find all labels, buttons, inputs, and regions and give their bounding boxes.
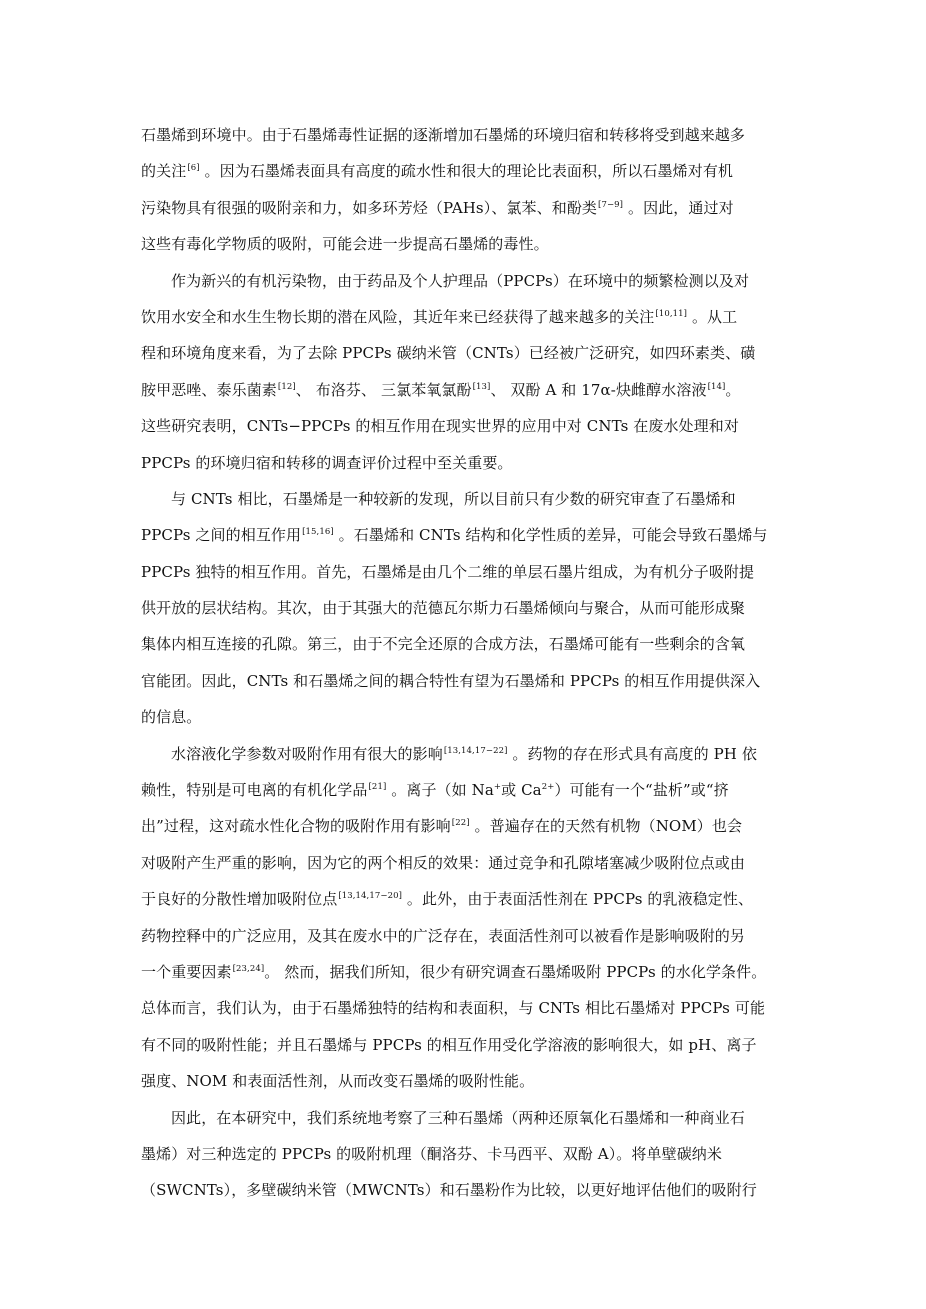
citation-ref: [13,14,17−22] [443, 745, 508, 756]
text-run: 强度、NOM 和表面活性剂，从而改变石墨烯的吸附性能。 [141, 1072, 535, 1091]
text-run: 有不同的吸附性能；并且石墨烯与 PPCPs 的相互作用受化学溶液的影响很大，如 pH、离子 [141, 1035, 757, 1054]
citation-ref: [14] [707, 381, 726, 392]
citation-ref: [21] [368, 782, 387, 793]
citation-ref: [23,24] [232, 963, 265, 974]
text-run: 饮用水安全和水生生物长期的潜在风险，其近年来已经获得了越来越多的关注 [141, 307, 655, 326]
text-line [141, 153, 787, 189]
text-run: 因此，在本研究中，我们系统地考察了三种石墨烯（两种还原氧化石墨烯和一种商业石 [171, 1108, 745, 1127]
text-line [141, 117, 787, 153]
text-run: 药物控释中的广泛应用，及其在废水中的广泛存在，表面活性剂可以被看作是影响吸附的另 [141, 926, 746, 945]
text-run: PPCPs 之间的相互作用 [141, 526, 302, 545]
text-run: 石墨烯到环境中。由于石墨烯毒性证据的逐渐增加石墨烯的环境归宿和转移将受到越来越多 [141, 126, 746, 144]
citation-ref: [13,14,17−20] [338, 891, 403, 902]
text-line [141, 845, 787, 881]
text-run: 。此外，由于表面活性剂在 PPCPs 的乳液稳定性、 [402, 890, 754, 909]
text-run: 集体内相互连接的孔隙。第三，由于不完全还原的合成方法，石墨烯可能有一些剩余的含氧 [141, 635, 746, 654]
ion-charge: + [493, 782, 502, 793]
text-line [141, 372, 787, 408]
text-line [141, 190, 787, 226]
text-run: ）可能有一个“盐析”或“挤 [554, 781, 729, 800]
text-line [141, 626, 787, 662]
text-run: 或 Ca [501, 781, 542, 800]
text-run: 一个重要因素 [141, 962, 232, 981]
text-line [141, 590, 787, 626]
text-line [141, 226, 787, 262]
paragraph-first-line [141, 736, 787, 772]
text-line [141, 1172, 787, 1208]
text-run: PPCPs 独特的相互作用。首先，石墨烯是由几个二维的单层石墨片组成，为有机分子吸附提 [141, 562, 755, 581]
text-line [141, 918, 787, 954]
text-run: 胺甲恶唑、泰乐菌素 [141, 380, 277, 399]
text-run: 。因为石墨烯表面具有高度的疏水性和很大的理论比表面积，所以石墨烯对有机 [199, 162, 734, 181]
text-run: 。 然而，据我们所知，很少有研究调查石墨烯吸附 PPCPs 的水化学条件。 [264, 962, 767, 981]
citation-ref: [15,16] [302, 527, 334, 538]
text-line [141, 990, 787, 1026]
text-line [141, 408, 787, 444]
ion-charge: 2+ [541, 782, 555, 793]
body-text [141, 117, 787, 1209]
paragraph-first-line [141, 263, 787, 299]
text-line [141, 1063, 787, 1099]
text-run: 对吸附产生严重的影响，因为它的两个相反的效果：通过竞争和孔隙堵塞减少吸附位点或由 [141, 853, 746, 872]
text-line [141, 663, 787, 699]
paragraph-first-line [141, 481, 787, 517]
text-run: 出”过程，这对疏水性化合物的吸附作用有影响 [141, 817, 451, 836]
text-run: 总体而言，我们认为，由于石墨烯独特的结构和表面积，与 CNTs 相比石墨烯对 PPCPs 可能 [141, 999, 766, 1018]
text-line [141, 1027, 787, 1063]
text-run: 。从工 [687, 307, 738, 326]
text-line [141, 1136, 787, 1172]
text-run: 。因此，通过对 [623, 198, 734, 217]
text-run: 与 CNTs 相比，石墨烯是一种较新的发现，所以目前只有少数的研究审查了石墨烯和 [171, 489, 736, 508]
citation-ref: [6] [187, 163, 200, 174]
text-line [141, 554, 787, 590]
text-run: 、 双酚 A 和 17α-炔雌醇水溶液 [490, 380, 707, 399]
text-run: 这些有毒化学物质的吸附，可能会进一步提高石墨烯的毒性。 [141, 235, 549, 254]
text-line [141, 808, 787, 844]
text-run: 作为新兴的有机污染物，由于药品及个人护理品（PPCPs）在环境中的频繁检测以及对 [171, 271, 750, 290]
citation-ref: [12] [277, 381, 296, 392]
text-line [141, 954, 787, 990]
text-run: 。普遍存在的天然有机物（NOM）也会 [469, 817, 743, 836]
paragraph-first-line [141, 1100, 787, 1136]
text-run: 的信息。 [141, 708, 202, 727]
text-run: 程和环境角度来看，为了去除 PPCPs 碳纳米管（CNTs）已经被广泛研究，如四环素类、磺 [141, 344, 756, 363]
text-run: 供开放的层状结构。其次，由于其强大的范德瓦尔斯力石墨烯倾向与聚合，从而可能形成聚 [141, 599, 746, 618]
text-line [141, 881, 787, 917]
text-line [141, 445, 787, 481]
text-line [141, 517, 787, 553]
text-run: 赖性，特别是可电离的有机化学品 [141, 781, 368, 800]
text-run: （SWCNTs），多壁碳纳米管（MWCNTs）和石墨粉作为比较，以更好地评估他们的吸附行 [141, 1181, 757, 1200]
text-run: 。 [725, 380, 741, 399]
text-run: 的关注 [141, 162, 187, 181]
text-run: 官能团。因此，CNTs 和石墨烯之间的耦合特性有望为石墨烯和 PPCPs 的相互作用提供深入 [141, 671, 761, 690]
text-run: 。石墨烯和 CNTs 结构和化学性质的差异，可能会导致石墨烯与 [333, 526, 768, 545]
text-run: 污染物具有很强的吸附亲和力，如多环芳烃（PAHs）、氯苯、和酚类 [141, 198, 598, 217]
text-run: 墨烯）对三种选定的 PPCPs 的吸附机理（酮洛芬、卡马西平、双酚 A）。将单壁碳纳米 [141, 1144, 722, 1163]
text-line [141, 772, 787, 808]
text-run: 这些研究表明，CNTs−PPCPs 的相互作用在现实世界的应用中对 CNTs 在废水处理和对 [141, 417, 739, 436]
citation-ref: [7−9] [598, 199, 624, 210]
text-line [141, 335, 787, 371]
text-run: PPCPs 的环境归宿和转移的调查评价过程中至关重要。 [141, 453, 513, 472]
text-run: 于良好的分散性增加吸附位点 [141, 890, 338, 909]
text-line [141, 699, 787, 735]
text-run: 、 布洛芬、 三氯苯氧氯酚 [295, 380, 472, 399]
text-run: 。离子（如 Na [386, 781, 494, 800]
citation-ref: [13] [472, 381, 491, 392]
citation-ref: [22] [451, 818, 470, 829]
text-line [141, 299, 787, 335]
text-run: 水溶液化学参数对吸附作用有很大的影响 [171, 744, 443, 763]
citation-ref: [10,11] [655, 308, 688, 319]
text-run: 。药物的存在形式具有高度的 PH 依 [507, 744, 757, 763]
